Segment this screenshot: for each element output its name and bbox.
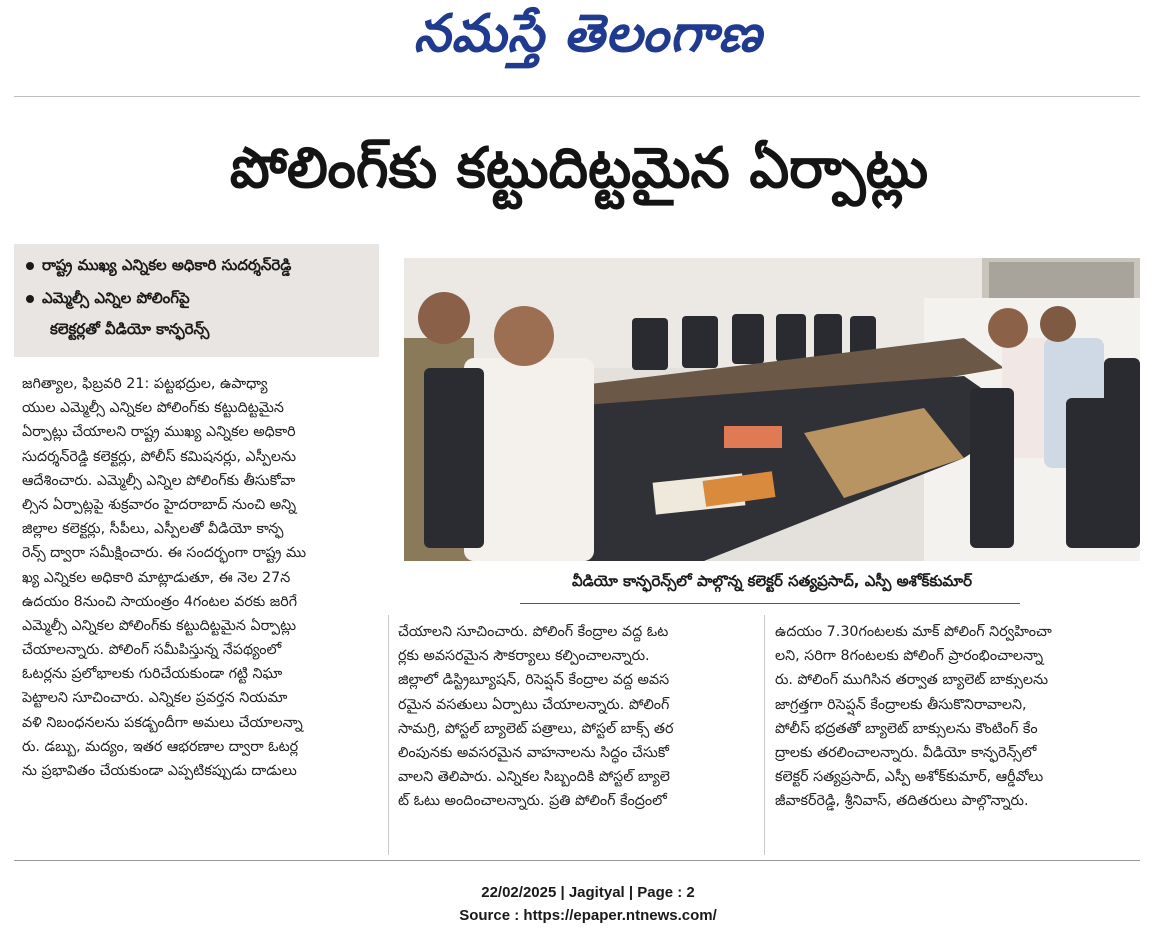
article-line: లని, సరిగా 8గంటలకు పోలింగ్ ప్రారంభించాలన్నా (775, 648, 1044, 665)
article-column-2 (398, 620, 753, 814)
highlight-item (26, 289, 190, 311)
article-line: సామగ్రి, పోస్టల్ బ్యాలెట్ పత్రాలు, పోస్టల్ బాక్స్ తర (398, 720, 674, 737)
page-bottom-divider (14, 860, 1140, 861)
article-line: ట్ ఓటు అందించాలన్నారు. ప్రతి పోలింగ్ కేంద్రంలో (398, 793, 667, 810)
article-line: సుదర్శన్‌రెడ్డి కలెక్టర్లు, పోలీస్ కమిషనర్లు, ఎస్పీలను (22, 448, 297, 465)
article-line: జీవాకర్‌రెడ్డి, శ్రీనివాస్, తదితరులు పాల్గొన్నారు. (775, 793, 1029, 810)
article-line: ల్సిన ఏర్పాట్లపై శుక్రవారం హైదరాబాద్ నుంచి అన్ని (22, 496, 297, 513)
article-line: పోలీస్ భద్రతతో బ్యాలెట్ బాక్సులను కౌంటింగ్ కేం (775, 720, 1038, 737)
masthead (0, 0, 1176, 84)
article-line: యుల ఎమ్మెల్సీ ఎన్నికల పోలింగ్‌కు కట్టుదిట్టమైన (22, 400, 284, 417)
article-line: ఉదయం 8నుంచి సాయంత్రం 4గంటల వరకు జరిగే (22, 593, 298, 610)
article-line: జగిత్యాల, ఫిబ్రవరి 21: పట్టభద్రుల, ఉపాధ్యా (22, 376, 268, 392)
bullet-icon (26, 295, 34, 303)
article-line: ఆదేశించారు. ఎమ్మెల్సీ ఎన్నిల పోలింగ్‌కు తీసుకోవా (22, 472, 296, 489)
article-line: రు. పోలింగ్ ముగిసిన తర్వాత బ్యాలెట్ బాక్సులను (775, 672, 1049, 689)
article-line: కలెక్టర్ సత్యప్రసాద్, ఎస్పీ అశోక్‌కుమార్, ఆర్డీవోలు (775, 769, 1044, 786)
article-line: రెన్స్ ద్వారా సమీక్షించారు. ఈ సందర్భంగా రాష్ట్ర ము (22, 545, 307, 562)
article-column-3 (775, 620, 1135, 814)
conference-room-illustration (404, 258, 1140, 561)
caption-underline (520, 603, 1020, 604)
photo-caption: వీడియో కాన్ఫరెన్స్‌లో పాల్గొన్న కలెక్టర్ సత్యప్రసాద్, ఎస్పీ అశోక్‌కుమార్ (571, 572, 972, 590)
article-line: ఎమ్మెల్సీ ఎన్నికల పోలింగ్‌కు కట్టుదిట్టమైన ఏర్పాట్లు (22, 617, 297, 634)
highlight-item (26, 256, 291, 278)
article-line: జిల్లాలో డిస్ట్రిబ్యూషన్, రిసెప్షన్ కేంద్రాల వద్ద అవస (398, 672, 670, 689)
highlights-box (14, 244, 379, 357)
masthead-divider (14, 96, 1140, 97)
highlight-text-continued: కలెక్టర్లతో వీడియో కాన్ఫరెన్స్ (50, 320, 210, 338)
article-line: ర్లకు అవసరమైన సౌకర్యాలు కల్పించాలన్నారు. (398, 648, 650, 665)
article-line: జిల్లాల కలెక్టర్లు, సీపీలు, ఎస్పీలతో వీడియో కాన్ఫ (22, 521, 284, 538)
article-column-1 (22, 372, 378, 783)
article-line: రు. డబ్బు, మద్యం, ఇతర ఆభరణాల ద్వారా ఓటర్ల (22, 738, 299, 755)
article-line: ద్రాలకు తరలించాలన్నారు. వీడియో కాన్ఫరెన్స్‌లో (775, 744, 1037, 761)
article-line: చేయాలన్నారు. పోలింగ్ సమీపిస్తున్న నేపథ్యంలో (22, 642, 282, 659)
newspaper-logo: నమస్తే తెలంగాణ (413, 4, 763, 64)
news-photo (404, 258, 1140, 561)
article-line: ను ప్రభావితం చేయకుండా ఎప్పటికప్పుడు దాడులు (22, 763, 297, 779)
column-divider (764, 615, 765, 855)
footer-source-link[interactable]: Source : https://epaper.ntnews.com/ (459, 907, 717, 924)
article-line: ఉదయం 7.30గంటలకు మాక్ పోలింగ్ నిర్వహించా (775, 624, 1052, 640)
article-line: పెట్టాలని సూచించారు. ఎన్నికల ప్రవర్తన నియమా (22, 690, 288, 707)
article-line: రమైన వసతులు ఏర్పాటు చేయాలన్నారు. పోలింగ్ (398, 696, 670, 713)
article-line: వాలని తెలిపారు. ఎన్నికల సిబ్బందికి పోస్టల్ బ్యాలె (398, 769, 670, 786)
highlight-text: రాష్ట్ర ముఖ్య ఎన్నికల అధికారి సుదర్శన్‌రెడ్డి (42, 256, 292, 274)
column-divider (388, 615, 389, 855)
article-line: ఏర్పాట్లు చేయాలని రాష్ట్ర ముఖ్య ఎన్నికల అధికారి (22, 424, 296, 441)
footer-edition-info: 22/02/2025 | Jagityal | Page : 2 (481, 884, 695, 901)
article-line: లింపునకు అవసరమైన వాహనాలను సిద్ధం చేసుకో (398, 744, 669, 761)
article-headline: పోలింగ్‌కు కట్టుదిట్టమైన ఏర్పాట్లు (229, 136, 929, 201)
article-line: ఓటర్లను ప్రలోభాలకు గురిచేయకుండా గట్టి నిఘా (22, 666, 283, 683)
bullet-icon (26, 262, 34, 270)
article-line: ఖ్య ఎన్నికల అధికారి మాట్లాడుతూ, ఈ నెల 27న (22, 569, 291, 586)
highlight-text: ఎమ్మెల్సీ ఎన్నిల పోలింగ్‌పై (42, 289, 190, 307)
article-line: వళి నిబంధనలను పకడ్బందీగా అమలు చేయాలన్నా (22, 714, 303, 731)
article-line: చేయాలని సూచించారు. పోలింగ్ కేంద్రాల వద్ద ఓట (398, 624, 669, 640)
article-line: జాగ్రత్తగా రిసెప్షన్ కేంద్రాలకు తీసుకొనిరావాలని, (775, 696, 1027, 713)
